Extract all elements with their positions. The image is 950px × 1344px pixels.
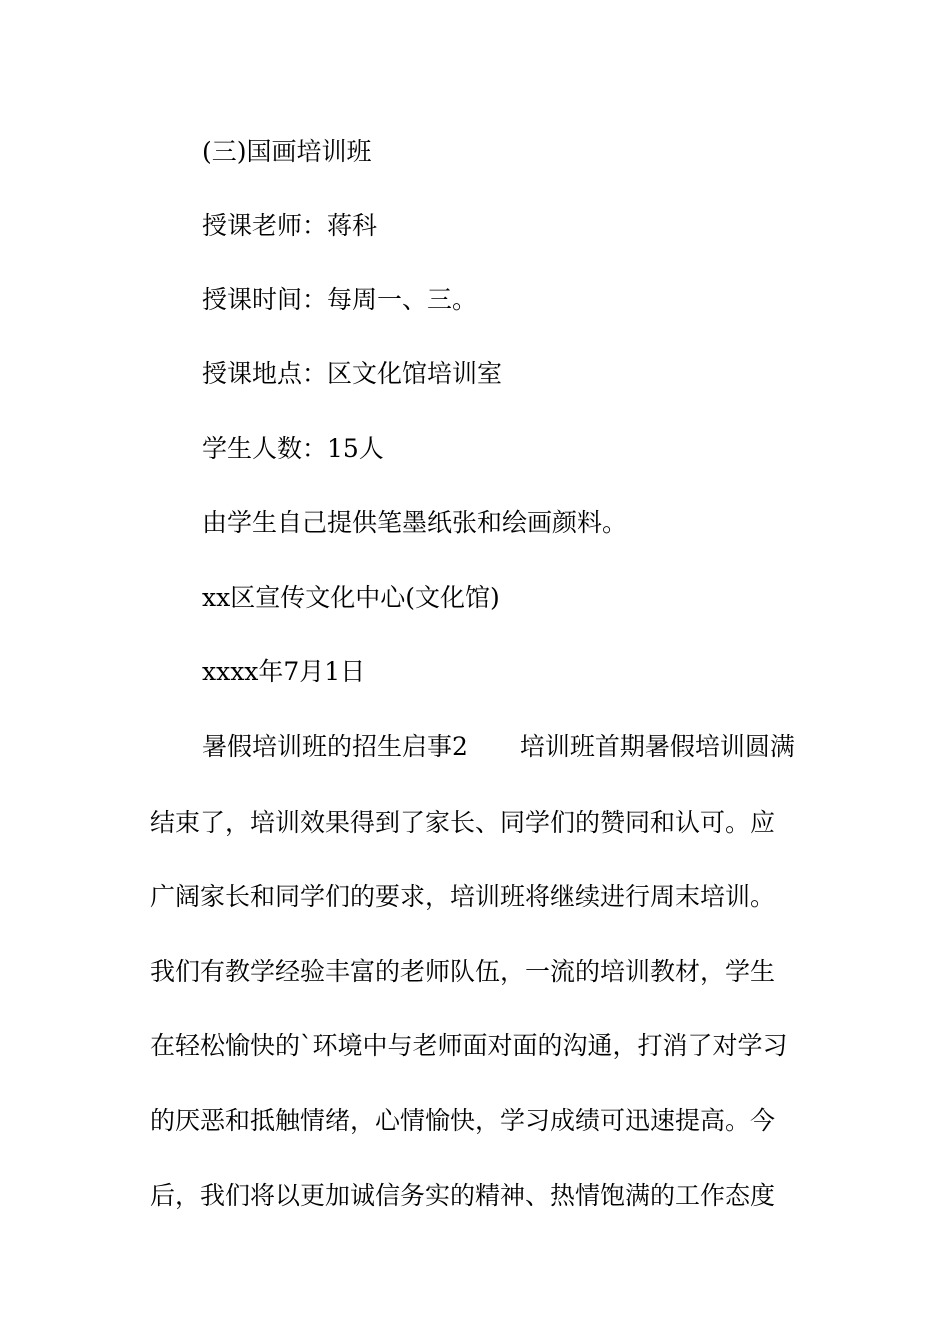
- heading2-line: [150, 732, 810, 762]
- teacher-line: 授课老师：蒋科: [202, 211, 378, 240]
- paragraph-line: 广阔家长和同学们的要求，培训班将继续进行周末培训。: [150, 882, 776, 911]
- time-line: 授课时间：每周一、三。: [202, 285, 478, 314]
- paragraph-line: 我们有教学经验丰富的老师队伍，一流的培训教材，学生: [150, 957, 776, 986]
- student-count-line: 学生人数：15人: [202, 434, 384, 463]
- date-line: xxxx年7月1日: [202, 657, 366, 686]
- paragraph-line: 后，我们将以更加诚信务实的精神、热情饱满的工作态度: [150, 1181, 776, 1210]
- heading2-continuation: 培训班首期暑假培训圆满: [519, 732, 795, 761]
- paragraph-line: 在轻松愉快的`环境中与老师面对面的沟通，打消了对学习: [150, 1031, 788, 1060]
- organizer-line: xx区宣传文化中心(文化馆): [202, 583, 500, 612]
- materials-line: 由学生自己提供笔墨纸张和绘画颜料。: [202, 508, 628, 537]
- heading2-title: 暑假培训班的招生启事2: [202, 732, 468, 761]
- paragraph-line: 结束了，培训效果得到了家长、同学们的赞同和认可。应: [150, 808, 776, 837]
- location-line: 授课地点：区文化馆培训室: [202, 359, 503, 388]
- paragraph-line: 的厌恶和抵触情绪，心情愉快，学习成绩可迅速提高。今: [150, 1106, 776, 1135]
- section-title: (三)国画培训班: [202, 137, 372, 166]
